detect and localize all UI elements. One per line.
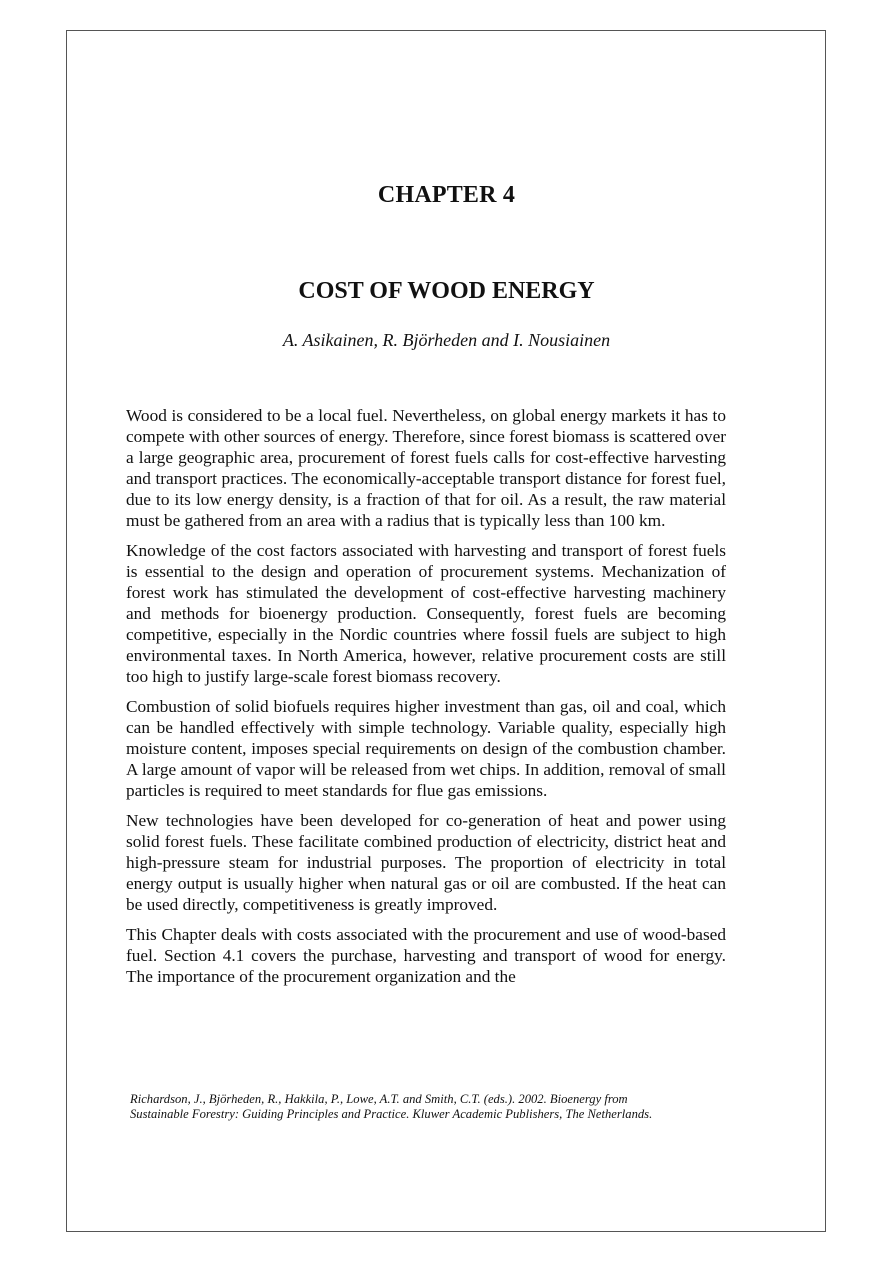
paragraph: Combustion of solid biofuels requires higher investment than gas, oil and coal, which can be handled effectively with simple technology. Variable quality, especially high moisture content, imposes special requirements on design of the combustion chamber. A large amount of vapor will be released from wet chips. In addition, removal of small particles is required to meet standards for flue gas emissions. — [126, 697, 726, 800]
paragraph: Wood is considered to be a local fuel. Nevertheless, on global energy markets it has to compete with other sources of energy. Therefore, since forest biomass is scattered over a large geographic area, procurement of forest fuels calls for cost-effective harvesting and transport practices. The economically-acceptable transport distance for forest fuel, due to its low energy density, is a fraction of that for oil. As a result, the raw material must be gathered from an area with a radius that is typically less than 100 km. — [126, 406, 726, 530]
authors: A. Asikainen, R. Björheden and I. Nousiainen — [282, 330, 611, 350]
citation-line: Sustainable Forestry: Guiding Principles and Practice. Kluwer Academic Publishers, The Netherlands. — [130, 1107, 653, 1121]
chapter-label: CHAPTER 4 — [377, 182, 516, 208]
paragraph: This Chapter deals with costs associated with the procurement and use of wood-based fuel. Section 4.1 covers the purchase, harvesting and transport of wood for energy. The importance of the procurement organization and the — [126, 925, 726, 986]
paragraph: New technologies have been developed for co-generation of heat and power using solid forest fuels. These facilitate combined production of electricity, district heat and high-pressure steam for industrial purposes. The proportion of electricity in total energy output is usually higher when natural gas or oil are combusted. If the heat can be used directly, competitiveness is greatly improved. — [126, 811, 726, 914]
paragraph: Knowledge of the cost factors associated with harvesting and transport of forest fuels is essential to the design and operation of procurement systems. Mechanization of forest work has stimulated the development of cost-effective harvesting machinery and methods for bioenergy production. Consequently, forest fuels are becoming competitive, especially in the Nordic countries where fossil fuels are subject to high environmental taxes. In North America, however, relative procurement costs are still too high to justify large-scale forest biomass recovery. — [126, 541, 726, 686]
body-text — [126, 405, 726, 996]
citation — [130, 1092, 730, 1122]
chapter-title: COST OF WOOD ENERGY — [298, 278, 595, 304]
citation-line: Richardson, J., Björheden, R., Hakkila, P., Lowe, A.T. and Smith, C.T. (eds.). 2002. Bioenergy from — [130, 1092, 628, 1106]
